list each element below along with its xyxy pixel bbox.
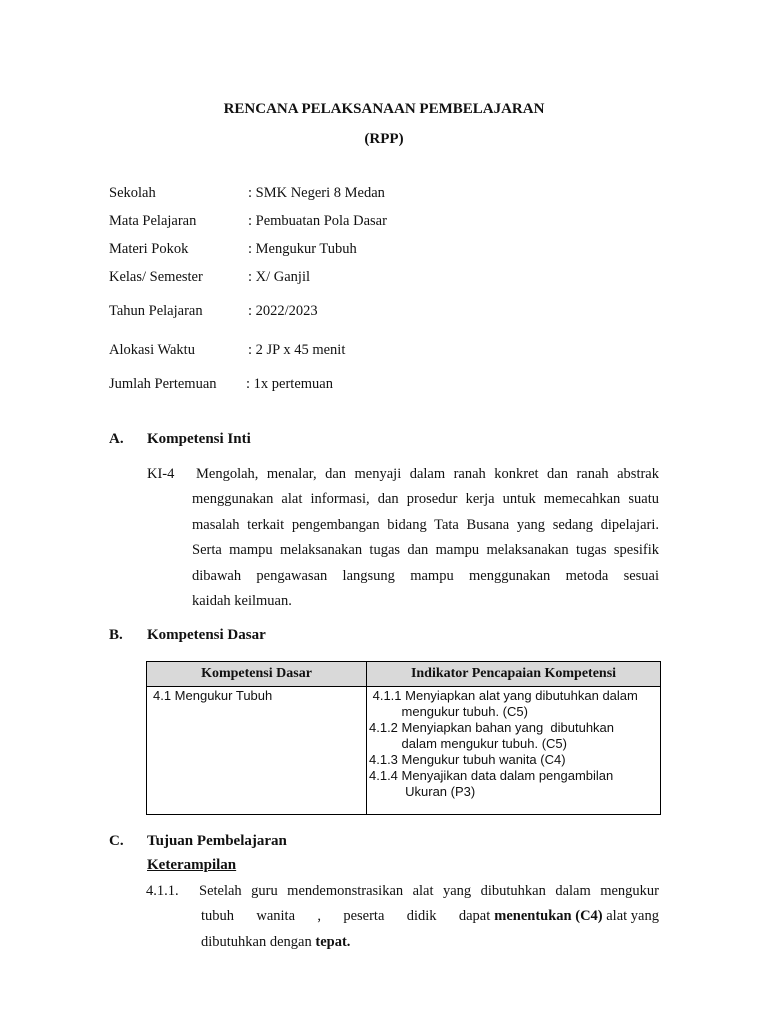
section-c-letter: C. bbox=[109, 833, 124, 849]
objective-text: dibutuhkan dengan bbox=[201, 934, 316, 950]
indicator-line: 4.1.2 Menyiapkan bahan yang dibutuhkan bbox=[369, 720, 615, 735]
section-c-subtitle: Keterampilan bbox=[147, 857, 237, 873]
identity-value: : 2 JP x 45 menit bbox=[248, 342, 346, 358]
ki-code: KI-4 bbox=[147, 466, 175, 482]
table-row bbox=[147, 687, 661, 815]
table-cell-kd bbox=[147, 687, 367, 815]
identity-label: Jumlah Pertemuan bbox=[109, 376, 217, 392]
table-header-row bbox=[147, 662, 661, 687]
table-header-cell: Kompetensi Dasar bbox=[147, 662, 367, 687]
identity-value: : Pembuatan Pola Dasar bbox=[248, 213, 387, 229]
indicator-line: mengukur tubuh. (C5) bbox=[369, 704, 528, 719]
ki-text-line: Serta mampu melaksanakan tugas dan mampu melaksanakan tugas spesifik bbox=[192, 542, 659, 558]
objective-keyword: menentukan (C4) bbox=[494, 908, 603, 924]
identity-label: Tahun Pelajaran bbox=[109, 303, 203, 319]
indicator-line: dalam mengukur tubuh. (C5) bbox=[369, 736, 567, 751]
table-header-cell: Indikator Pencapaian Kompetensi bbox=[367, 662, 661, 687]
indicator-line: 4.1.4 Menyajikan data dalam pengambilan bbox=[369, 768, 614, 783]
kd-text: 4.1 Mengukur Tubuh bbox=[153, 688, 273, 703]
section-b-letter: B. bbox=[109, 627, 123, 643]
objective-line bbox=[201, 934, 350, 951]
ki-text-line: kaidah keilmuan. bbox=[192, 593, 292, 609]
identity-label: Mata Pelajaran bbox=[109, 213, 197, 229]
section-a-letter: A. bbox=[109, 431, 124, 447]
indicator-line: 4.1.1 Menyiapkan alat yang dibutuhkan dalam bbox=[369, 688, 638, 703]
ki-text-line: menggunakan alat informasi, dan prosedur kerja untuk memecahkan suatu bbox=[192, 491, 659, 507]
document-subtitle: (RPP) bbox=[364, 131, 404, 147]
identity-label: Kelas/ Semester bbox=[109, 269, 203, 285]
objective-line bbox=[201, 908, 659, 925]
objective-number: 4.1.1. bbox=[146, 883, 179, 899]
objective-text: tubuh wanita , peserta didik dapat bbox=[201, 908, 491, 924]
document-title: RENCANA PELAKSANAAN PEMBELAJARAN bbox=[223, 101, 545, 117]
kompetensi-dasar-table bbox=[146, 661, 661, 815]
indicator-line: 4.1.3 Mengukur tubuh wanita (C4) bbox=[369, 752, 566, 767]
identity-label: Materi Pokok bbox=[109, 241, 189, 257]
table-cell-indicators bbox=[367, 687, 661, 815]
ki-text-line: masalah terkait pengembangan bidang Tata Busana yang sedang dipelajari. bbox=[192, 517, 659, 533]
identity-value: : X/ Ganjil bbox=[248, 269, 311, 285]
identity-value: : 1x pertemuan bbox=[246, 376, 333, 392]
ki-text-line: Mengolah, menalar, dan menyaji dalam ranah konkret dan ranah abstrak bbox=[196, 466, 659, 482]
identity-value: : SMK Negeri 8 Medan bbox=[248, 185, 385, 201]
objective-line: Setelah guru mendemonstrasikan alat yang dibutuhkan dalam mengukur bbox=[199, 883, 659, 899]
identity-value: : Mengukur Tubuh bbox=[248, 241, 357, 257]
identity-value: : 2022/2023 bbox=[248, 303, 318, 319]
ki-text-line: dibawah pengawasan langsung mampu menggunakan metoda sesuai bbox=[192, 568, 659, 584]
identity-label: Alokasi Waktu bbox=[109, 342, 195, 358]
indicator-line: Ukuran (P3) bbox=[369, 784, 476, 799]
objective-keyword: tepat. bbox=[315, 934, 351, 950]
objective-text: alat yang bbox=[602, 908, 659, 924]
section-a-title: Kompetensi Inti bbox=[147, 431, 251, 447]
identity-label: Sekolah bbox=[109, 185, 156, 201]
section-b-title: Kompetensi Dasar bbox=[147, 627, 266, 643]
section-c-title: Tujuan Pembelajaran bbox=[147, 833, 287, 849]
